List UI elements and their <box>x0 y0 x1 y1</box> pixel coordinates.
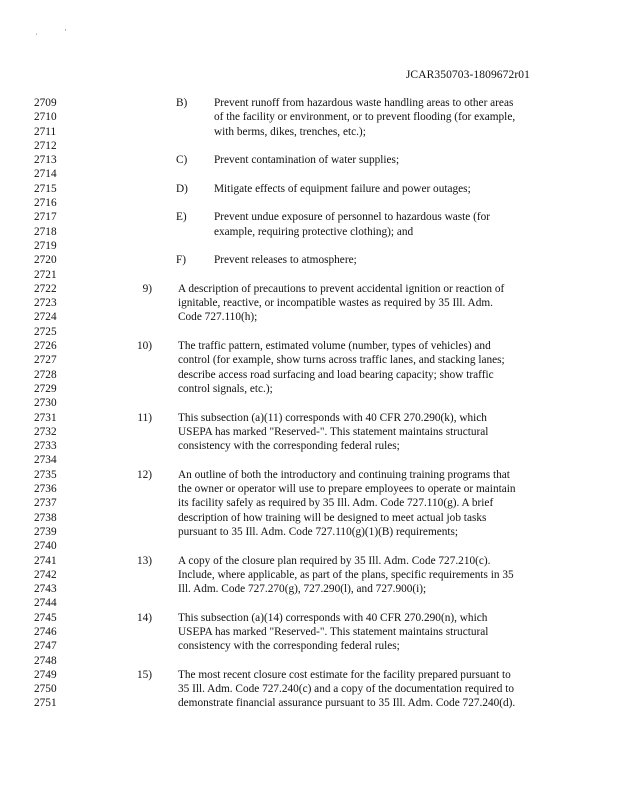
line-number: 2731 <box>34 411 57 424</box>
line-number: 2714 <box>34 168 57 181</box>
line-text: A description of precautions to prevent accidental ignition or reaction of <box>178 282 505 295</box>
text-line <box>0 596 618 610</box>
line-text: pursuant to 35 Ill. Adm. Code 727.110(g)(1)(B) requirements; <box>178 525 459 538</box>
text-line <box>0 625 618 639</box>
text-line <box>0 682 618 696</box>
text-line <box>0 525 618 539</box>
line-text: consistency with the corresponding federal rules; <box>178 440 400 453</box>
line-number: 2735 <box>34 468 57 481</box>
text-line: 2720 F) Prevent releases to atmosphere; <box>34 254 357 267</box>
line-number: 2739 <box>34 525 57 538</box>
line-text: An outline of both the introductory and continuing training programs that <box>178 468 510 481</box>
line-text: The traffic pattern, estimated volume (number, types of vehicles) and <box>178 340 491 353</box>
line-text: Mitigate effects of equipment failure and power outages; <box>214 182 471 195</box>
text-line <box>0 125 618 139</box>
line-text: 35 Ill. Adm. Code 727.240(c) and a copy of the documentation required to <box>178 683 514 696</box>
item-label: 15) <box>136 668 152 681</box>
line-number: 2716 <box>34 197 57 210</box>
line-number: 2747 <box>34 640 57 653</box>
line-text: its facility safely as required by 35 Ill. Adm. Code 727.110(g). A brief <box>178 497 494 510</box>
text-line <box>0 310 618 324</box>
text-line <box>0 368 618 382</box>
scan-mark: ˌ <box>35 25 64 35</box>
line-text: A copy of the closure plan required by 35 Ill. Adm. Code 727.210(c). <box>178 554 491 567</box>
line-text: Prevent releases to atmosphere; <box>214 254 357 267</box>
text-line <box>0 425 618 439</box>
line-number: 2738 <box>34 511 57 524</box>
text-line <box>0 654 618 668</box>
line-text: The most recent closure cost estimate for the facility prepared pursuant to <box>178 668 511 681</box>
text-line <box>0 568 618 582</box>
text-line <box>0 167 618 181</box>
text-line <box>0 482 618 496</box>
text-line <box>0 268 618 282</box>
line-text: the owner or operator will use to prepare employees to operate or maintain <box>178 483 516 496</box>
scan-mark: · <box>64 25 93 35</box>
line-number: 2744 <box>34 597 57 610</box>
line-text: Prevent contamination of water supplies; <box>214 154 400 167</box>
text-line: 2715 D) Mitigate effects of equipment failure and power outages; <box>34 182 471 195</box>
item-label: 9) <box>142 282 152 295</box>
text-line <box>0 411 618 425</box>
text-line <box>0 439 618 453</box>
line-number: 2725 <box>34 325 57 338</box>
text-line <box>0 539 618 553</box>
line-number: 2730 <box>34 397 57 410</box>
item-label: 12) <box>136 468 152 481</box>
line-number: 2727 <box>34 354 57 367</box>
line-text: ignitable, reactive, or incompatible wastes as required by 35 Ill. Adm. <box>178 297 493 310</box>
text-line <box>0 382 618 396</box>
line-number: 2728 <box>34 368 57 381</box>
line-number: 2749 <box>34 668 57 681</box>
line-number: 2743 <box>34 583 57 596</box>
line-text: consistency with the corresponding federal rules; <box>178 640 400 653</box>
item-label: 10) <box>136 340 152 353</box>
text-line <box>0 611 618 625</box>
line-number: 2748 <box>34 654 57 667</box>
text-line <box>0 453 618 467</box>
text-line <box>0 239 618 253</box>
text-line <box>0 110 618 124</box>
line-number: 2751 <box>34 697 57 710</box>
line-number: 2737 <box>34 497 57 510</box>
item-label: 14) <box>136 611 152 624</box>
line-text: control (for example, show turns across traffic lanes, and stacking lanes; <box>178 354 505 367</box>
line-number: 2745 <box>34 611 57 624</box>
line-number: 2717 <box>34 211 57 224</box>
line-text: USEPA has marked "Reserved‑". This statement maintains structural <box>178 625 489 638</box>
line-text: Ill. Adm. Code 727.270(g), 727.290(l), and 727.900(i); <box>178 583 427 596</box>
line-number: 2724 <box>34 311 57 324</box>
text-line <box>0 225 618 239</box>
line-number: 2720 <box>34 254 57 267</box>
line-number: 2721 <box>34 268 57 281</box>
line-number: 2722 <box>34 282 57 295</box>
line-number: 2712 <box>34 139 57 152</box>
text-line <box>0 554 618 568</box>
text-line <box>0 511 618 525</box>
line-number: 2750 <box>34 683 57 696</box>
line-number: 2729 <box>34 382 57 395</box>
line-number: 2726 <box>34 340 57 353</box>
line-number: 2710 <box>34 111 57 124</box>
line-text: control signals, etc.); <box>178 382 273 395</box>
text-line <box>0 139 618 153</box>
line-text: This subsection (a)(14) corresponds with 40 CFR 270.290(n), which <box>178 611 488 624</box>
text-line <box>0 325 618 339</box>
text-line <box>0 639 618 653</box>
line-text: Code 727.110(h); <box>178 311 258 324</box>
line-number: 2709 <box>34 97 57 109</box>
line-number: 2734 <box>34 454 57 467</box>
line-number: 2711 <box>34 125 57 138</box>
item-label: 13) <box>136 554 152 567</box>
scan-marks <box>35 25 93 35</box>
line-number: 2741 <box>34 554 57 567</box>
text-line <box>0 296 618 310</box>
line-number: 2733 <box>34 440 57 453</box>
line-text: USEPA has marked "Reserved‑". This statement maintains structural <box>178 425 489 438</box>
text-line <box>0 496 618 510</box>
line-text: This subsection (a)(11) corresponds with 40 CFR 270.290(k), which <box>178 411 487 424</box>
line-number: 2740 <box>34 540 57 553</box>
text-line <box>0 668 618 682</box>
document-id: JCAR350703-1809672r01 <box>405 69 530 81</box>
line-text: example, requiring protective clothing); and <box>214 225 414 238</box>
line-text: Include, where applicable, as part of the plans, specific requirements in 35 <box>178 568 514 581</box>
document-body <box>0 96 618 711</box>
line-text: Prevent runoff from hazardous waste handling areas to other areas <box>214 97 514 109</box>
line-number: 2719 <box>34 239 57 252</box>
text-line: 2713 C) Prevent contamination of water supplies; <box>34 154 400 167</box>
text-line <box>0 282 618 296</box>
line-text: Prevent undue exposure of personnel to hazardous waste (for <box>214 211 491 224</box>
text-line: 2709 B) Prevent runoff from hazardous waste handling areas to other areas <box>34 97 514 109</box>
text-line: 2717 E) Prevent undue exposure of personnel to hazardous waste (for <box>34 211 491 224</box>
text-line <box>0 396 618 410</box>
line-number: 2723 <box>34 297 57 310</box>
line-text: demonstrate financial assurance pursuant to 35 Ill. Adm. Code 727.240(d). <box>178 697 516 710</box>
line-number: 2736 <box>34 483 57 496</box>
line-number: 2732 <box>34 425 57 438</box>
line-number: 2746 <box>34 625 57 638</box>
line-number: 2718 <box>34 225 57 238</box>
line-number: 2742 <box>34 568 57 581</box>
line-text: with berms, dikes, trenches, etc.); <box>214 125 366 138</box>
text-line <box>0 196 618 210</box>
text-line <box>0 468 618 482</box>
line-text: of the facility or environment, or to prevent flooding (for example, <box>214 111 516 124</box>
line-number: 2715 <box>34 182 57 195</box>
text-line <box>0 353 618 367</box>
line-number: 2713 <box>34 154 57 167</box>
text-line <box>0 339 618 353</box>
text-line <box>0 696 618 710</box>
item-label: 11) <box>137 411 152 424</box>
text-line <box>0 582 618 596</box>
line-text: describe access road surfacing and load bearing capacity; show traffic <box>178 368 494 381</box>
line-text: description of how training will be designed to meet actual job tasks <box>178 511 487 524</box>
